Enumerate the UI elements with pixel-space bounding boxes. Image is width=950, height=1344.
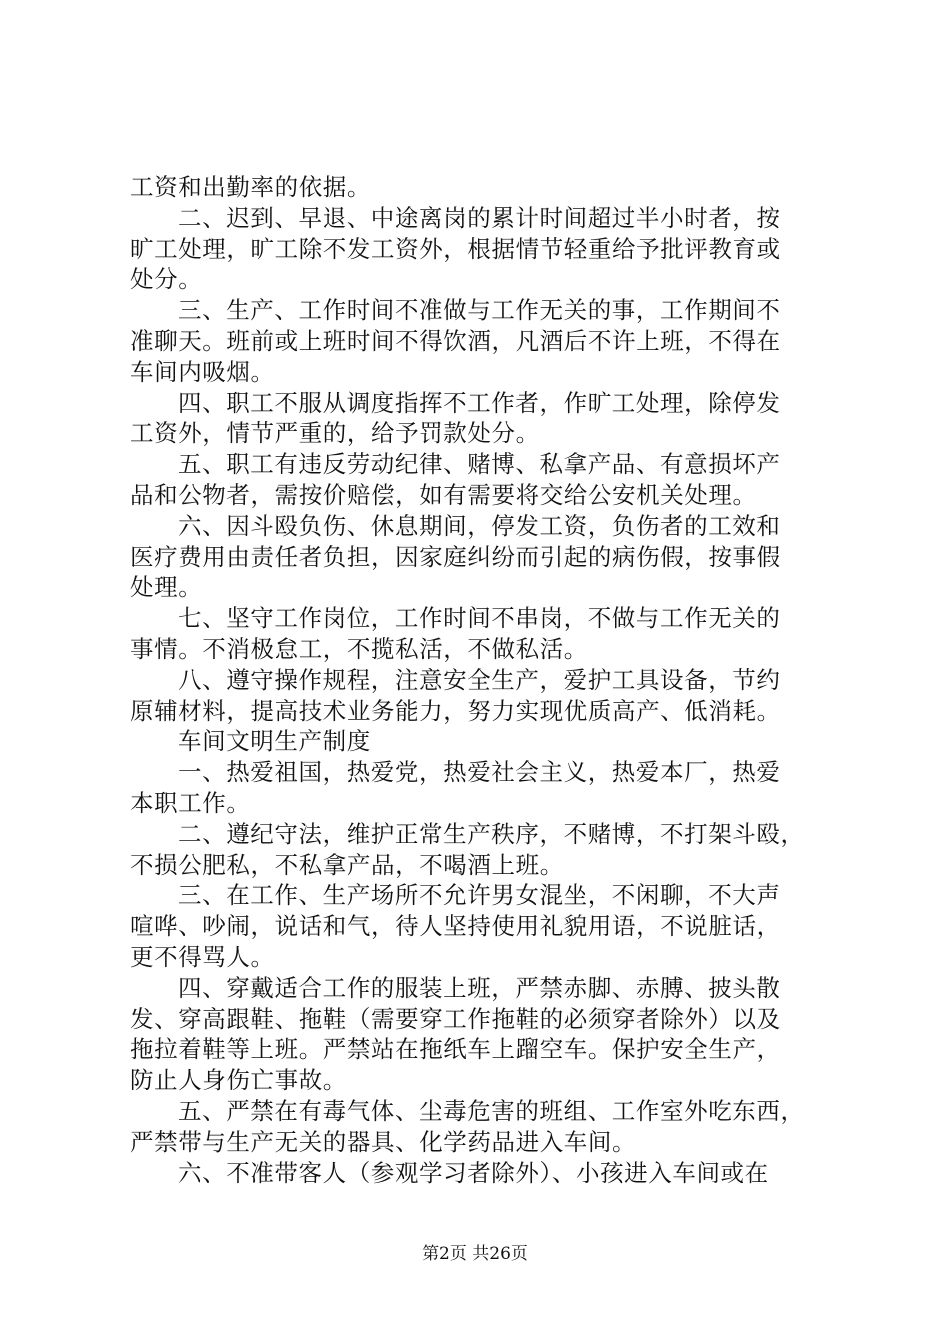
text-line: 拖拉着鞋等上班。严禁站在拖纸车上蹓空车。保护安全生产， — [130, 1035, 781, 1064]
text-line: 处分。 — [130, 265, 203, 294]
text-line: 本职工作。 — [130, 788, 251, 817]
text-line: 六、不准带客人（参观学习者除外）、小孩进入车间或在 — [178, 1158, 769, 1187]
text-line: 原辅材料，提高技术业务能力，努力实现优质高产、低消耗。 — [130, 696, 781, 725]
text-line: 不损公肥私，不私拿产品，不喝酒上班。 — [130, 850, 564, 879]
text-line: 工资和出勤率的依据。 — [130, 173, 371, 201]
text-line: 更不得骂人。 — [130, 942, 275, 971]
text-line: 车间内吸烟。 — [130, 357, 275, 386]
page-number-footer: 第2页 共26页 — [422, 1244, 528, 1264]
text-line: 四、职工不服从调度指挥不工作者，作旷工处理，除停发 — [178, 388, 781, 417]
section-heading: 车间文明生产制度 — [178, 727, 371, 756]
text-line: 旷工处理，旷工除不发工资外，根据情节轻重给予批评教育或 — [130, 234, 781, 263]
text-line: 五、严禁在有毒气体、尘毒危害的班组、工作室外吃东西， — [178, 1096, 805, 1125]
text-line: 二、遵纪守法，维护正常生产秩序，不赌博，不打架斗殴， — [178, 819, 805, 848]
document-body — [130, 172, 830, 1188]
text-line: 事情。不消极怠工，不揽私活，不做私活。 — [130, 634, 588, 663]
text-line: 四、穿戴适合工作的服装上班，严禁赤脚、赤膊、披头散 — [178, 973, 781, 1002]
text-line: 六、因斗殴负伤、休息期间，停发工资，负伤者的工效和 — [178, 511, 781, 540]
text-line: 防止人身伤亡事故。 — [130, 1066, 347, 1095]
text-line: 八、遵守操作规程，注意安全生产，爱护工具设备，节约 — [178, 665, 781, 694]
text-line: 发、穿高跟鞋、拖鞋（需要穿工作拖鞋的必须穿者除外）以及 — [130, 1004, 781, 1033]
text-line: 工资外，情节严重的，给予罚款处分。 — [130, 419, 540, 448]
text-line: 三、生产、工作时间不准做与工作无关的事，工作期间不 — [178, 296, 781, 325]
text-line: 七、坚守工作岗位，工作时间不串岗，不做与工作无关的 — [178, 604, 781, 633]
text-line: 严禁带与生产无关的器具、化学药品进入车间。 — [130, 1127, 637, 1156]
text-line: 准聊天。班前或上班时间不得饮酒，凡酒后不许上班，不得在 — [130, 326, 781, 355]
text-line: 五、职工有违反劳动纪律、赌博、私拿产品、有意损坏产 — [178, 450, 781, 479]
text-line: 品和公物者，需按价赔偿，如有需要将交给公安机关处理。 — [130, 480, 757, 509]
text-line: 处理。 — [130, 573, 203, 602]
text-line: 二、迟到、早退、中途离岗的累计时间超过半小时者，按 — [178, 203, 781, 232]
text-line: 三、在工作、生产场所不允许男女混坐，不闲聊，不大声 — [178, 881, 781, 910]
text-line: 一、热爱祖国，热爱党，热爱社会主义，热爱本厂，热爱 — [178, 758, 781, 787]
text-line: 医疗费用由责任者负担，因家庭纠纷而引起的病伤假，按事假 — [130, 542, 781, 571]
text-line: 喧哗、吵闹，说话和气，待人坚持使用礼貌用语，不说脏话， — [130, 912, 781, 941]
